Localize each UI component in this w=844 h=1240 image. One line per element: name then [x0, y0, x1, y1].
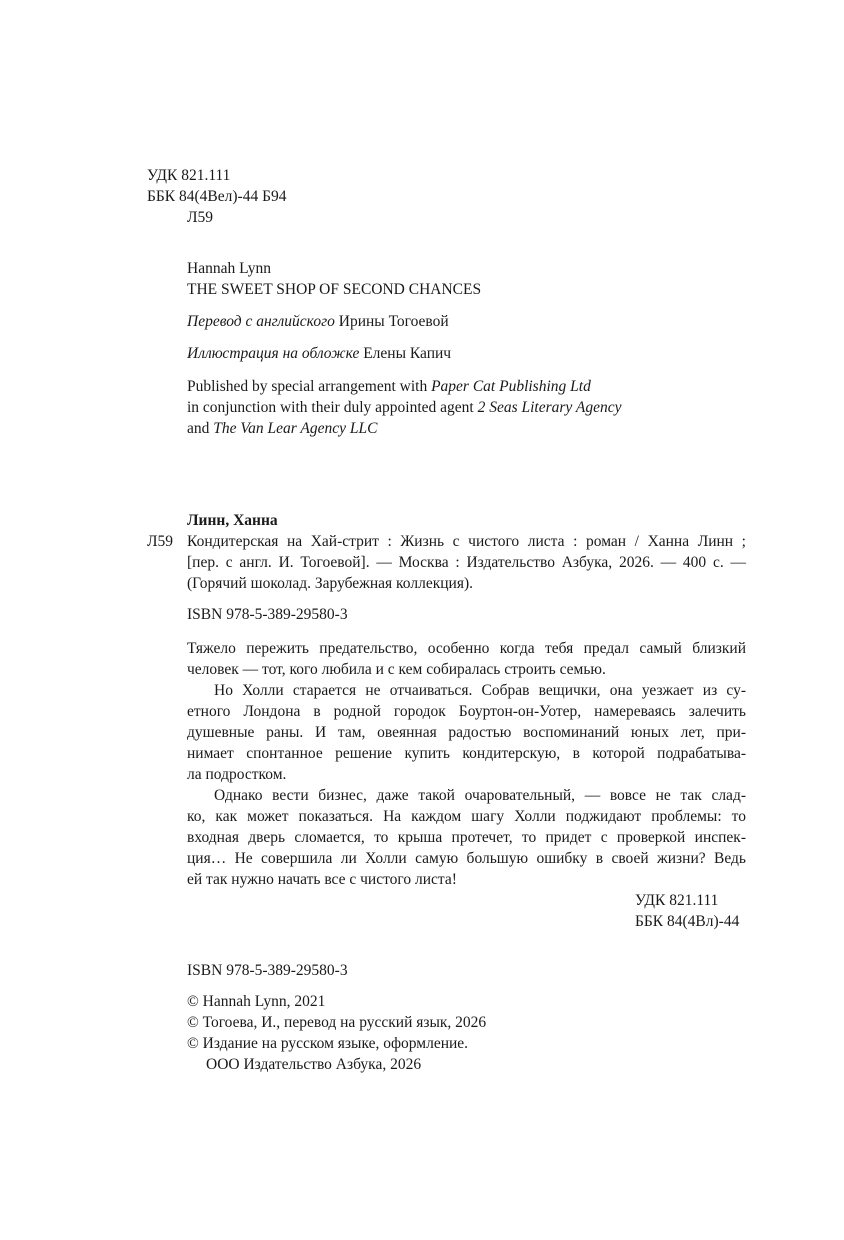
catalog-line: (Горячий шоколад. Зарубежная коллекция). — [187, 575, 473, 592]
copyright-line: ООО Издательство Азбука, 2026 — [206, 1056, 422, 1073]
illustration-credit — [187, 346, 451, 362]
agency-name-2: The Van Lear Agency LLC — [213, 420, 378, 437]
translation-credit — [187, 314, 449, 330]
annotation-line: Однако вести бизнес, даже такой очаровательный, — вовсе не так слад- — [214, 787, 746, 804]
arrangement-text: Published by special arrangement with — [187, 378, 432, 395]
original-author: Hannah Lynn — [187, 260, 271, 277]
annotation-line: нимает спонтанное решение купить кондитерскую, в которой подрабатыва- — [187, 745, 746, 762]
catalog-heading: Линн, Ханна — [187, 512, 278, 529]
arrangement-text: and — [187, 420, 214, 437]
author-mark: Л59 — [187, 209, 214, 226]
annotation-line: Тяжело пережить предательство, особенно когда тебя предал самый близкий — [187, 640, 746, 657]
catalog-mark: Л59 — [147, 533, 174, 550]
udk-line: УДК 821.111 — [147, 167, 231, 184]
agency-name: 2 Seas Literary Agency — [477, 399, 622, 416]
catalog-line: Кондитерская на Хай-стрит : Жизнь с чистого листа : роман / Ханна Линн ; — [187, 533, 746, 550]
index-bbk: ББК 84(4Вл)-44 — [635, 913, 740, 930]
annotation-line: Но Холли старается не отчаиваться. Собрав вещички, она уезжает из су- — [214, 682, 746, 699]
arrangement-line-2 — [187, 400, 622, 416]
catalog-isbn: ISBN 978-5-389-29580-3 — [187, 606, 348, 623]
bbk-line: ББК 84(4Вел)-44 Б94 — [147, 188, 287, 205]
original-title: THE SWEET SHOP OF SECOND CHANCES — [187, 281, 482, 298]
annotation-line: етного Лондона в родной городок Боуртон-он-Уотер, намереваясь залечить — [187, 703, 746, 720]
arrangement-line-1 — [187, 379, 591, 395]
catalog-line: [пер. с англ. И. Тогоевой]. — Москва : Издательство Азбука, 2026. — 400 с. — — [187, 554, 746, 571]
translation-label: Перевод с английского — [187, 313, 335, 330]
copyright-line: © Тогоева, И., перевод на русский язык, 2026 — [187, 1014, 487, 1031]
publisher-name: Paper Cat Publishing Ltd — [431, 378, 591, 395]
copyright-line: © Издание на русском языке, оформление. — [187, 1035, 469, 1052]
illustration-label: Иллюстрация на обложке — [187, 345, 360, 362]
annotation-line: ция… Не совершила ли Холли самую большую ошибку в своей жизни? Ведь — [187, 850, 746, 867]
annotation-line: человек — тот, кого любила и с кем собиралась строить семью. — [187, 661, 606, 678]
arrangement-text: in conjunction with their duly appointed agent — [187, 399, 478, 416]
illustrator-name: Елены Капич — [363, 345, 452, 362]
arrangement-line-3 — [187, 421, 377, 437]
copyright-line: © Hannah Lynn, 2021 — [187, 993, 326, 1010]
annotation-line: входная дверь сломается, то крыша протечет, то придет с проверкой инспек- — [187, 829, 746, 846]
annotation-line: ей так нужно начать все с чистого листа! — [187, 871, 457, 888]
translator-name: Ирины Тогоевой — [338, 313, 449, 330]
footer-isbn: ISBN 978-5-389-29580-3 — [187, 962, 348, 979]
annotation-line: ла подростком. — [187, 766, 287, 783]
annotation-line: душевные раны. И там, овеянная радостью воспоминаний юных лет, при- — [187, 724, 746, 741]
annotation-line: ко, как может показаться. На каждом шагу Холли поджидают проблемы: то — [187, 808, 746, 825]
index-udk: УДК 821.111 — [635, 892, 719, 909]
